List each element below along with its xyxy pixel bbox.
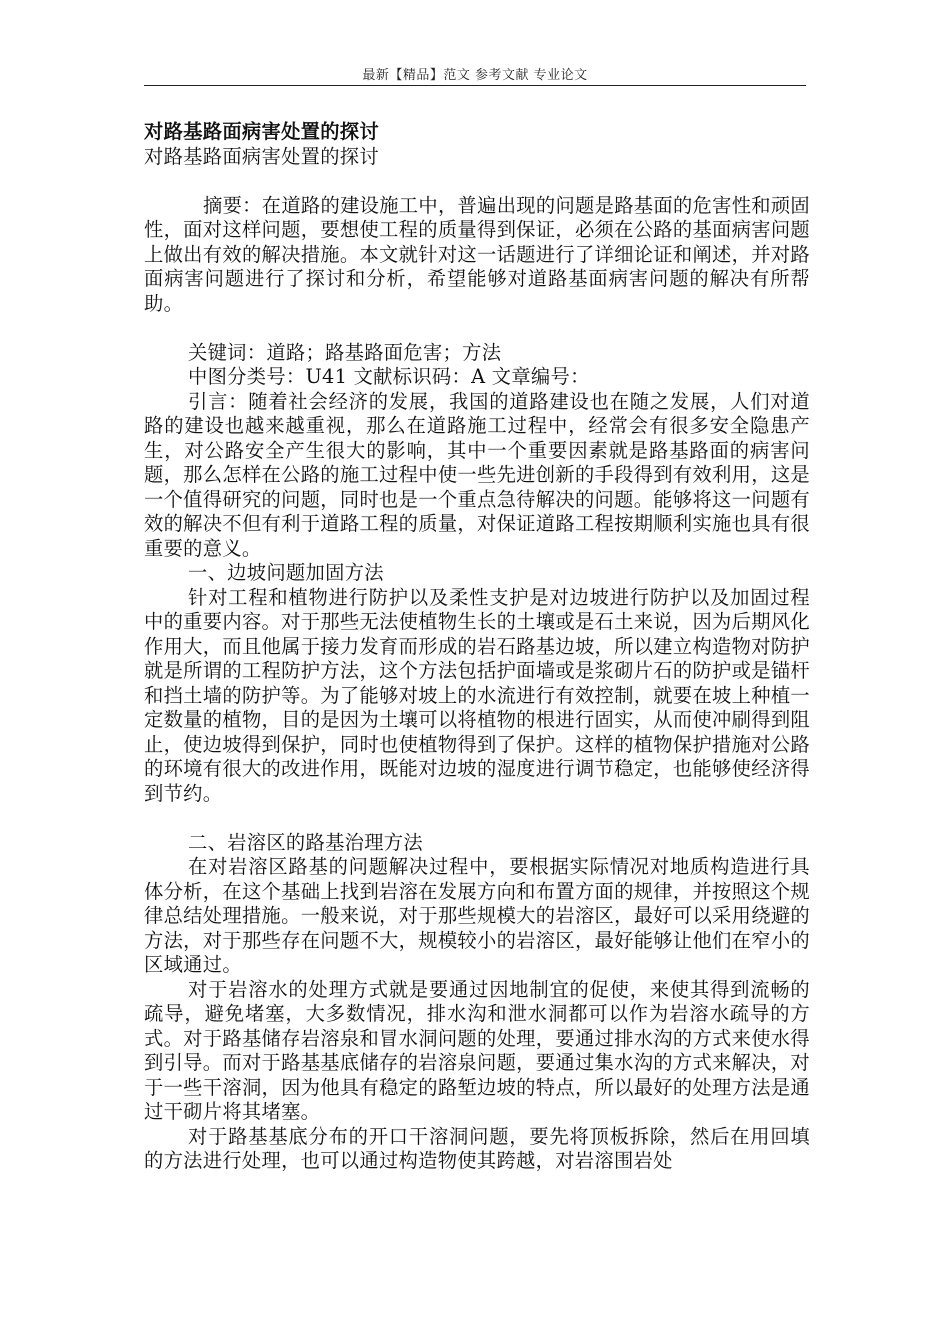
section-heading-1: 一、边坡问题加固方法: [188, 561, 384, 584]
spacer: [144, 806, 810, 831]
spacer: [144, 169, 810, 194]
header-divider: [144, 85, 806, 86]
section-heading-2: 二、岩溶区的路基治理方法: [188, 830, 423, 854]
document-subtitle: 对路基路面病害处置的探讨: [144, 144, 379, 168]
classification-line: 中图分类号：U41 文献标识码：A 文章编号：: [188, 365, 590, 388]
spacer: [144, 316, 810, 341]
document-body: [144, 120, 810, 1174]
section2-paragraph-2: 对于岩溶水的处理方式就是要通过因地制宜的促使，来使其得到流畅的疏导，避免堵塞，大多数情况，排水沟和泄水洞都可以作为岩溶水疏导的方式。对于路基储存岩溶泉和冒水洞问题的处理，要通过排水沟的方式来使水得到引导。而对于路基基底储存的岩溶泉问题，要通过集水沟的方式来解决，对于一些干溶洞，因为他具有稳定的路堑边坡的特点，所以最好的处理方法是通过干砌片将其堵塞。: [144, 977, 810, 1123]
section1-paragraph: 针对工程和植物进行防护以及柔性支护是对边坡进行防护以及加固过程中的重要内容。对于那些无法使植物生长的土壤或是石土来说，因为后期风化作用大，而且他属于接力发育而形成的岩石路基边坡，所以建立构造物对防护就是所谓的工程防护方法，这个方法包括护面墙或是浆砌片石的防护或是锚杆和挡土墙的防护等。为了能够对坡上的水流进行有效控制，就要在坡上种植一定数量的植物，目的是因为土壤可以将植物的根进行固实，从而使冲刷得到阻止，使边坡得到保护，同时也使植物得到了保护。这样的植物保护措施对公路的环境有很大的改进作用，既能对边坡的湿度进行调节稳定，也能够使经济得到节约。: [144, 585, 810, 805]
keywords-line: 关键词：道路；路基路面危害；方法: [188, 340, 502, 364]
document-title: 对路基路面病害处置的探讨: [144, 120, 379, 143]
page-header: 最新【精品】范文 参考文献 专业论文: [362, 68, 588, 83]
abstract-paragraph: 摘要：在道路的建设施工中，普遍出现的问题是路基面的危害性和顽固性，面对这样问题，要想使工程的质量得到保证，必须在公路的基面病害问题上做出有效的解决措施。本文就针对这一话题进行了详细论证和阐述，并对路面病害问题进行了探讨和分析，希望能够对道路基面病害问题的解决有所帮助。: [144, 193, 811, 315]
intro-paragraph: 引言：随着社会经济的发展，我国的道路建设也在随之发展，人们对道路的建设也越来越重视，那么在道路施工过程中，经常会有很多安全隐患产生，对公路安全产生很大的影响，其中一个重要因素就是路基路面的病害问题，那么怎样在公路的施工过程中使一些先进创新的手段得到有效利用，这是一个值得研究的问题，同时也是一个重点急待解决的问题。能够将这一问题有效的解决不但有利于道路工程的质量，对保证道路工程按期顺利实施也具有很重要的意义。: [144, 389, 810, 560]
section2-paragraph-3: 对于路基基底分布的开口干溶洞问题，要先将顶板拆除，然后在用回填的方法进行处理，也可以通过构造物使其跨越，对岩溶围岩处: [144, 1124, 810, 1172]
section2-paragraph-1: 在对岩溶区路基的问题解决过程中，要根据实际情况对地质构造进行具体分析，在这个基础上找到岩溶在发展方向和布置方面的规律，并按照这个规律总结处理措施。一般来说，对于那些规模大的岩溶区，最好可以采用绕避的方法，对于那些存在问题不大，规模较小的岩溶区，最好能够让他们在窄小的区域通过。: [144, 855, 810, 976]
